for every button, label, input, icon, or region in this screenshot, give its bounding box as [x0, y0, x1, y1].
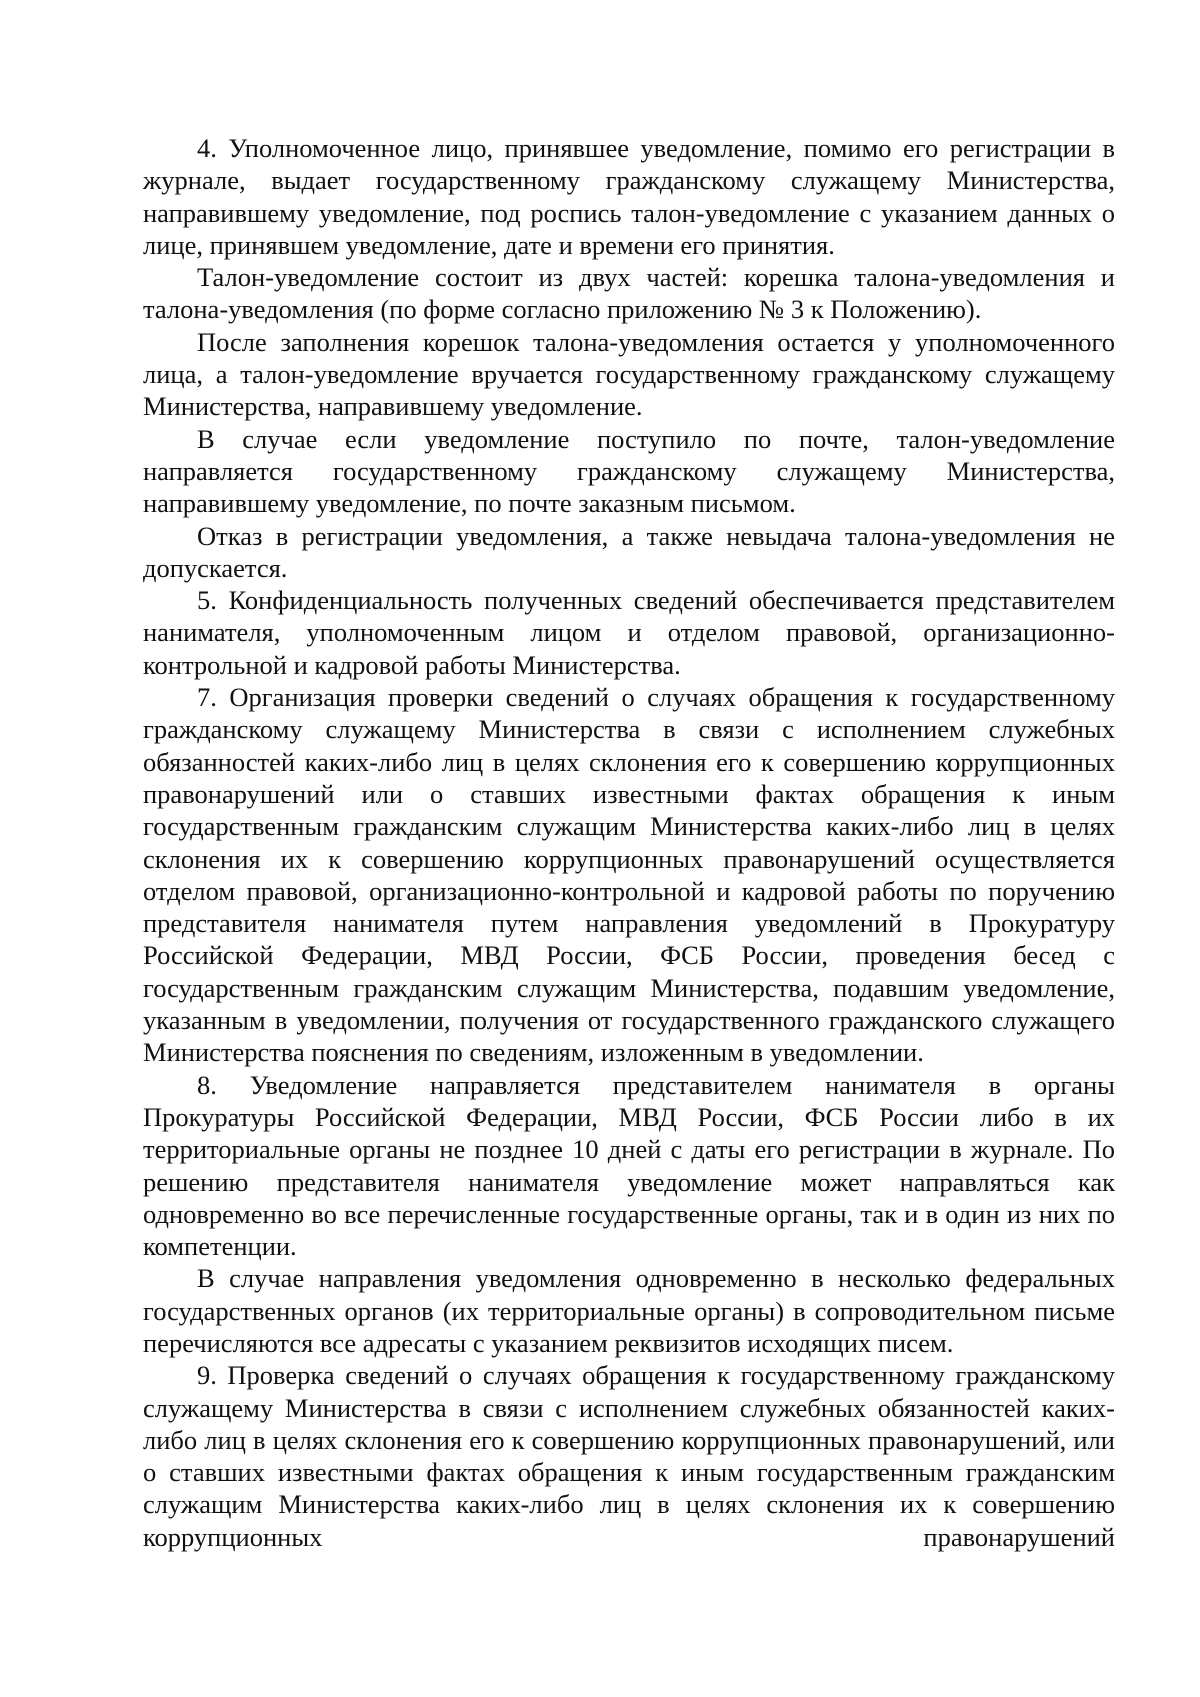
paragraph-multiple-recipients: В случае направления уведомления одновременно в несколько федеральных государственных органов (их территориальные органы) в сопроводительном письме перечисляются все адресаты с указанием реквизитов исходящих писем. — [143, 1263, 1115, 1358]
paragraph-4-talon-issue: 4. Уполномоченное лицо, принявшее уведомление, помимо его регистрации в журнале, выдает государственному гражданскому служащему Министерства, направившему уведомление, под роспись талон-уведомление с указанием данных о лице, принявшем уведомление, дате и времени его принятия. — [143, 133, 1115, 260]
paragraph-8-notification-sending: 8. Уведомление направляется представителем нанимателя в органы Прокуратуры Российской Федерации, МВД России, ФСБ России либо в их территориальные органы не позднее 10 дней с даты его регистрации в журнале. По решению представителя нанимателя уведомление может направляться как одновременно во все перечисленные государственные органы, так и в один из них по компетенции. — [143, 1069, 1115, 1262]
paragraph-mail-case: В случае если уведомление поступило по почте, талон-уведомление направляется государственному гражданскому служащему Министерства, направившему уведомление, по почте заказным письмом. — [143, 423, 1115, 519]
document-body — [143, 132, 1115, 1553]
paragraph-7-verification-organization: 7. Организация проверки сведений о случаях обращения к государственному гражданскому служащему Министерства в связи с исполнением служебных обязанностей каких-либо лиц в целях склонения его к совершению коррупционных правонарушений или о ставших известными фактах обращения к иным государственным гражданским служащим Министерства каких-либо лиц в целях склонения их к совершению коррупционных правонарушений осуществляется отделом правовой, организационно-контрольной и кадровой работы по поручению представителя нанимателя путем направления уведомлений в Прокуратуру Российской Федерации, МВД России, ФСБ России, проведения бесед с государственным гражданским служащим Министерства, подавшим уведомление, указанным в уведомлении, получения от государственного гражданского служащего Министерства пояснения по сведениям, изложенным в уведомлении. — [143, 682, 1115, 1068]
paragraph-refusal-not-allowed: Отказ в регистрации уведомления, а также невыдача талона-уведомления не допускается. — [143, 520, 1115, 583]
paragraph-5-confidentiality: 5. Конфиденциальность полученных сведений обеспечивается представителем нанимателя, уполномоченным лицом и отделом правовой, организационно-контрольной и кадровой работы Министерства. — [143, 585, 1115, 680]
paragraph-after-filling: После заполнения корешок талона-уведомления остается у уполномоченного лица, а талон-уведомление вручается государственному гражданскому служащему Министерства, направившему уведомление. — [143, 326, 1115, 422]
paragraph-talon-parts: Талон-уведомление состоит из двух частей: корешка талона-уведомления и талона-уведомления (по форме согласно приложению № 3 к Положению). — [143, 262, 1115, 325]
paragraph-9-verification: 9. Проверка сведений о случаях обращения к государственному гражданскому служащему Министерства в связи с исполнением служебных обязанностей каких-либо лиц в целях склонения его к совершению коррупционных правонарушений, или о ставших известными фактах обращения к иным государственным гражданским служащим Министерства каких-либо лиц в целях склонения их к совершению коррупционных правонарушений — [143, 1360, 1115, 1552]
